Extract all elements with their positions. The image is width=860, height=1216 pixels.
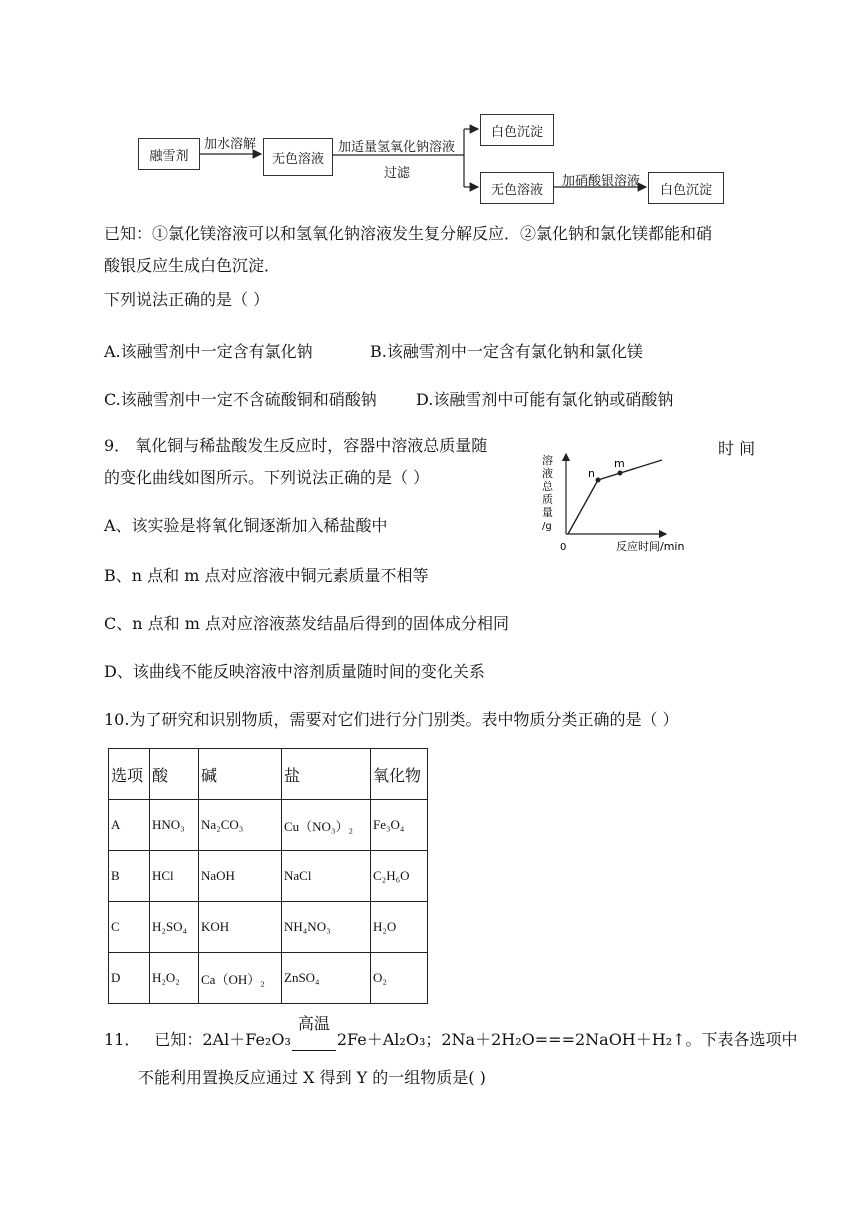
q11-condition (292, 1014, 336, 1051)
flow-box-start (138, 138, 200, 170)
q9-y-label-4: 质 (542, 493, 553, 506)
q9-y-label-2: 液 (542, 467, 553, 480)
q8-known-line2: 酸银反应生成白色沉淀． (104, 256, 281, 275)
q9-point-m-dot (618, 471, 623, 476)
q9-graph (530, 450, 720, 560)
q11-eq-part2: 2Fe＋Al₂O₃；2Na＋2H₂O===2NaOH＋H₂↑。下表各选项中 (336, 1030, 798, 1049)
q9-graph-curve (568, 460, 662, 534)
q8-option-c: C.该融雪剂中一定不含硫酸铜和硝酸钠 (104, 390, 377, 409)
flow-box-bottom-result (480, 172, 554, 204)
q11-eq-part1: 已知：2Al＋Fe₂O₃ (154, 1030, 291, 1049)
table-cell: NaCl (282, 851, 371, 902)
q9-option-d: D、该曲线不能反映溶液中溶剂质量随时间的变化关系 (104, 662, 485, 681)
q9-point-n-label: n (588, 467, 595, 480)
q8-option-a: A.该融雪剂中一定含有氯化钠 (104, 342, 313, 361)
table-cell: B (109, 851, 150, 902)
table-row (109, 851, 428, 902)
flow-box-middle (263, 138, 333, 176)
q11-condition-label: 高温 (297, 1014, 330, 1033)
q9-option-c: C、n 点和 m 点对应溶液蒸发结晶后得到的固体成分相同 (104, 614, 509, 633)
table-cell: HNO₃ (150, 800, 199, 851)
table-cell: NaOH (199, 851, 282, 902)
flow-box-final-label: 白色沉淀 (659, 182, 712, 198)
table-header-cell: 氧化物 (371, 749, 428, 800)
q9-stem-line2: 的变化曲线如图所示。下列说法正确的是（ ） (104, 468, 430, 487)
q11-line2: 不能利用置换反应通过 X 得到 Y 的一组物质是( ) (138, 1068, 486, 1087)
q9-y-label-3: 总 (542, 480, 553, 493)
flow-box-start-label: 融雪剂 (149, 148, 189, 164)
q11-number: 11． (104, 1030, 141, 1049)
table-cell: A (109, 800, 150, 851)
flow-box-middle-label: 无色溶液 (271, 151, 324, 167)
table-cell: Cu（NO₃）₂ (282, 800, 371, 851)
q9-option-b: B、n 点和 m 点对应溶液中铜元素质量不相等 (104, 566, 429, 585)
table-cell: Na₂CO₃ (199, 800, 282, 851)
q11-line1 (104, 1014, 798, 1051)
q10-classification-table (108, 748, 428, 1004)
flow-box-bottom-result-label: 无色溶液 (490, 182, 543, 198)
flow-box-top-result (480, 114, 554, 146)
flowchart-arrows (0, 0, 860, 220)
table-cell: H₂SO₄ (150, 902, 199, 953)
table-cell: D (109, 953, 150, 1004)
table-cell: KOH (199, 902, 282, 953)
table-cell: ZnSO₄ (282, 953, 371, 1004)
table-cell: O₂ (371, 953, 428, 1004)
q9-x-label: 反应时间/min (616, 540, 685, 553)
q9-stem-part2: 时 间 (718, 439, 756, 458)
q8-option-d: D.该融雪剂中可能有氯化钠或硝酸钠 (416, 390, 674, 409)
q9-y-label-6: /g (542, 521, 552, 532)
flow-step2-label-top: 加适量氢氧化钠溶液 (338, 140, 456, 155)
q8-option-b: B.该融雪剂中一定含有氯化钠和氯化镁 (370, 342, 643, 361)
table-cell: H₂O (371, 902, 428, 953)
table-header-row (109, 749, 428, 800)
q9-point-n-dot (596, 478, 601, 483)
table-header-cell: 碱 (199, 749, 282, 800)
flow-box-final (648, 172, 724, 204)
flow-step2-label-bottom: 过滤 (384, 166, 411, 181)
q8-prompt: 下列说法正确的是（ ） (104, 290, 270, 309)
table-header-cell: 盐 (282, 749, 371, 800)
table-cell: Fe₃O₄ (371, 800, 428, 851)
q10-stem: 10.为了研究和识别物质，需要对它们进行分门别类。表中物质分类正确的是（ ） (104, 710, 679, 729)
table-row (109, 953, 428, 1004)
flow-box-top-result-label: 白色沉淀 (490, 124, 543, 140)
table-cell: C₂H₆O (371, 851, 428, 902)
table-header-cell: 选项 (109, 749, 150, 800)
q8-known-line1: 已知：①氯化镁溶液可以和氢氧化钠溶液发生复分解反应．②氯化钠和氯化镁都能和硝 (104, 224, 713, 243)
q9-option-a: A、该实验是将氧化铜逐渐加入稀盐酸中 (104, 516, 388, 535)
table-cell: NH₄NO₃ (282, 902, 371, 953)
table-header-cell: 酸 (150, 749, 199, 800)
table-cell: H₂O₂ (150, 953, 199, 1004)
table-cell: C (109, 902, 150, 953)
flow-step3-label: 加硝酸银溶液 (562, 174, 641, 189)
flow-step1-label: 加水溶解 (204, 137, 257, 152)
q9-y-label-5: 量 (542, 506, 553, 519)
q9-origin-label: 0 (560, 542, 567, 553)
q9-y-label-1: 溶 (542, 454, 553, 467)
table-row (109, 800, 428, 851)
table-cell: HCl (150, 851, 199, 902)
table-cell: Ca（OH）₂ (199, 953, 282, 1004)
q9-point-m-label: m (614, 457, 625, 470)
table-row (109, 902, 428, 953)
q9-stem-part1: 9． 氧化铜与稀盐酸发生反应时，容器中溶液总质量随 (104, 436, 488, 455)
